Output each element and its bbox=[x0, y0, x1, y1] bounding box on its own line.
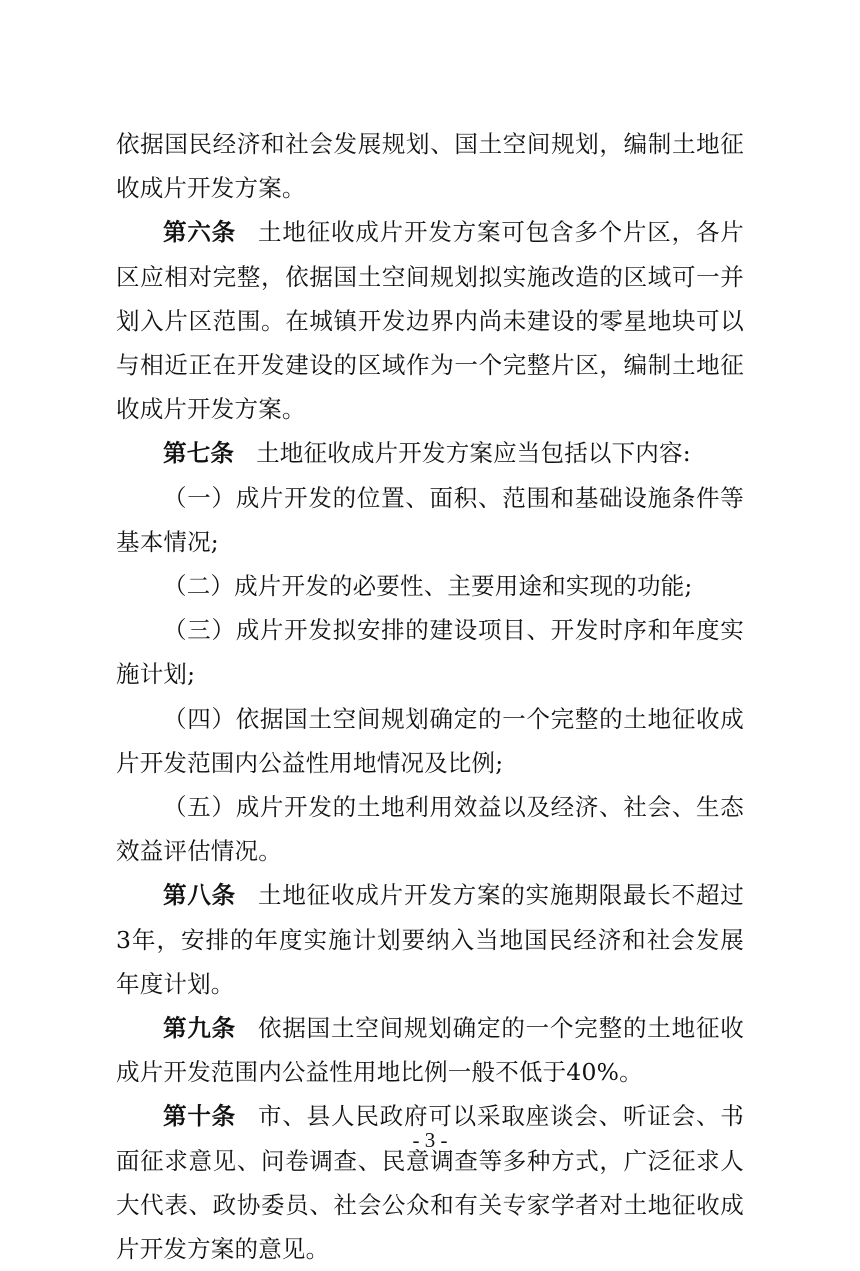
article-text: 市、县人民政府可以采取座谈会、听证会、书面征求意见、问卷调查、民意调查等多种方式，广泛征求人大代表、政协委员、社会公众和有关专家学者对土地征收成片开发方案的意见。 bbox=[116, 1102, 744, 1264]
article-heading: 第九条 bbox=[163, 1014, 236, 1043]
paragraph-text: 依据国民经济和社会发展规划、国土空间规划，编制土地征收成片开发方案。 bbox=[116, 130, 744, 203]
list-item-text: （五）成片开发的土地利用效益以及经济、社会、生态效益评估情况。 bbox=[116, 793, 744, 866]
list-item-1 bbox=[116, 476, 744, 564]
article-text: 土地征收成片开发方案的实施期限最长不超过3年，安排的年度实施计划要纳入当地国民经济和社会发展年度计划。 bbox=[116, 881, 744, 998]
list-item-text: （一）成片开发的位置、面积、范围和基础设施条件等基本情况; bbox=[116, 483, 744, 556]
list-item-2 bbox=[116, 564, 744, 608]
article-text: 土地征收成片开发方案可包含多个片区，各片区应相对完整，依据国土空间规划拟实施改造的区域可一并划入片区范围。在城镇开发边界内尚未建设的零星地块可以与相近正在开发建设的区域作为一个完整片区，编制土地征收成片开发方案。 bbox=[116, 218, 744, 424]
article-heading: 第七条 bbox=[163, 439, 235, 468]
article-text: 土地征收成片开发方案应当包括以下内容: bbox=[256, 439, 691, 468]
article-10 bbox=[116, 1094, 744, 1271]
list-item-text: （三）成片开发拟安排的建设项目、开发时序和年度实施计划; bbox=[116, 616, 744, 689]
article-8 bbox=[116, 873, 744, 1006]
list-item-4 bbox=[116, 697, 744, 785]
document-body bbox=[116, 122, 744, 1271]
list-item-text: （二）成片开发的必要性、主要用途和实现的功能; bbox=[163, 572, 693, 601]
article-heading: 第八条 bbox=[163, 881, 236, 910]
page-number: - 3 - bbox=[412, 1128, 448, 1152]
article-9 bbox=[116, 1006, 744, 1094]
article-text: 依据国土空间规划确定的一个完整的土地征收成片开发范围内公益性用地比例一般不低于40%。 bbox=[116, 1014, 744, 1087]
list-item-5 bbox=[116, 785, 744, 873]
article-7 bbox=[116, 431, 744, 475]
article-6 bbox=[116, 210, 744, 431]
paragraph-continuation bbox=[116, 122, 744, 210]
article-heading: 第十条 bbox=[163, 1102, 236, 1131]
article-heading: 第六条 bbox=[163, 218, 236, 247]
list-item-text: （四）依据国土空间规划确定的一个完整的土地征收成片开发范围内公益性用地情况及比例; bbox=[116, 704, 744, 777]
list-item-3 bbox=[116, 608, 744, 696]
